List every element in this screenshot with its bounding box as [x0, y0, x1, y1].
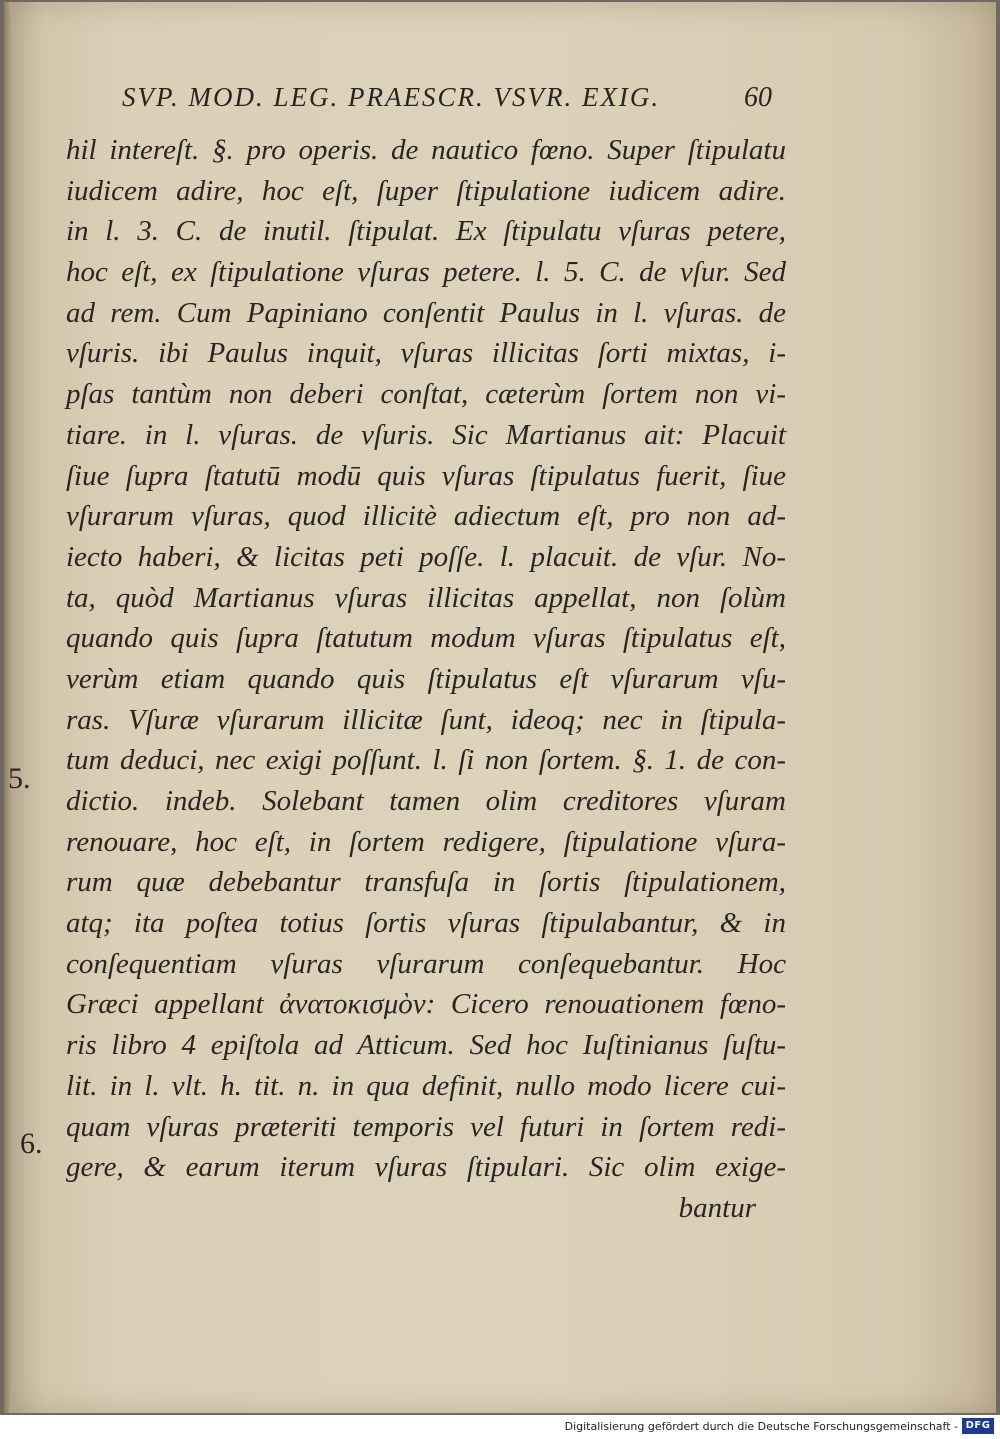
- page-spine-shadow: [4, 2, 12, 1413]
- text-line: tiare. in l. vſuras. de vſuris. Sic Martianus ait: Placuit: [66, 418, 786, 451]
- text-line: Græci appellant ἀνατοκισμὸν: Cicero renouationem fœno-: [66, 988, 786, 1021]
- text-line: quando quis ſupra ſtatutum modum vſuras ſtipulatus eſt,: [66, 622, 786, 655]
- text-line: iecto haberi, & licitas peti poſſe. l. placuit. de vſur. No-: [66, 540, 786, 573]
- text-line: quam vſuras præteriti temporis vel futuri in ſortem redi-: [66, 1110, 786, 1143]
- text-line: iudicem adire, hoc eſt, ſuper ſtipulatione iudicem adire.: [66, 174, 786, 207]
- text-line: tum deduci, nec exigi poſſunt. l. ſi non ſortem. §. 1. de con-: [66, 744, 786, 777]
- text-line: renouare, hoc eſt, in ſortem redigere, ſtipulatione vſura-: [66, 825, 786, 858]
- margin-number-6: 6.: [20, 1127, 43, 1160]
- digitization-footer: [0, 1415, 1000, 1439]
- page-number: 60: [744, 82, 772, 113]
- text-line: verùm etiam quando quis ſtipulatus eſt vſurarum vſu-: [66, 662, 786, 695]
- margin-number-5: 5.: [8, 762, 31, 795]
- text-line: hil intereſt. §. pro operis. de nautico fœno. Super ſtipulatu: [66, 134, 786, 166]
- text-line: atq; ita poſtea totius ſortis vſuras ſtipulabantur, & in: [66, 907, 786, 940]
- text-line: rum quæ debebantur transfuſa in ſortis ſtipulationem,: [66, 866, 786, 899]
- text-line: ad rem. Cum Papiniano conſentit Paulus in l. vſuras. de: [66, 296, 786, 329]
- text-line: gere, & earum iterum vſuras ſtipulari. Sic olim exige-: [66, 1151, 786, 1184]
- text-line: vſurarum vſuras, quod illicitè adiectum eſt, pro non ad-: [66, 500, 786, 533]
- catchword: bantur: [678, 1191, 756, 1224]
- running-head: SVP. MOD. LEG. PRAESCR. VSVR. EXIG.: [122, 82, 661, 112]
- funding-notice: Digitalisierung gefördert durch die Deutsche Forschungsgemeinschaft -: [564, 1420, 958, 1433]
- text-line: in l. 3. C. de inutil. ſtipulat. Ex ſtipulatu vſuras petere,: [66, 215, 786, 248]
- text-line: ſiue ſupra ſtatutū modū quis vſuras ſtipulatus fuerit, ſiue: [66, 459, 786, 492]
- book-page: [4, 2, 996, 1413]
- text-line: ras. Vſuræ vſurarum illicitæ ſunt, ideoq; nec in ſtipula-: [66, 703, 786, 736]
- text-line: hoc eſt, ex ſtipulatione vſuras petere. l. 5. C. de vſur. Sed: [66, 256, 786, 289]
- text-line: ris libro 4 epiſtola ad Atticum. Sed hoc Iuſtinianus ſuſtu-: [66, 1029, 786, 1062]
- text-line: conſequentiam vſuras vſurarum conſequebantur. Hoc: [66, 947, 786, 980]
- text-line: vſuris. ibi Paulus inquit, vſuras illicitas ſorti mixtas, i-: [66, 337, 786, 370]
- body-text: [66, 130, 786, 1229]
- text-line: dictio. indeb. Solebant tamen olim creditores vſuram: [66, 785, 786, 817]
- text-line: pſas tantùm non deberi conſtat, cæterùm ſortem non vi-: [66, 378, 786, 411]
- dfg-logo-icon: DFG: [962, 1418, 994, 1434]
- text-line: lit. in l. vlt. h. tit. n. in qua definit, nullo modo licere cui-: [66, 1069, 786, 1102]
- text-line: ta, quòd Martianus vſuras illicitas appellat, non ſolùm: [66, 581, 786, 614]
